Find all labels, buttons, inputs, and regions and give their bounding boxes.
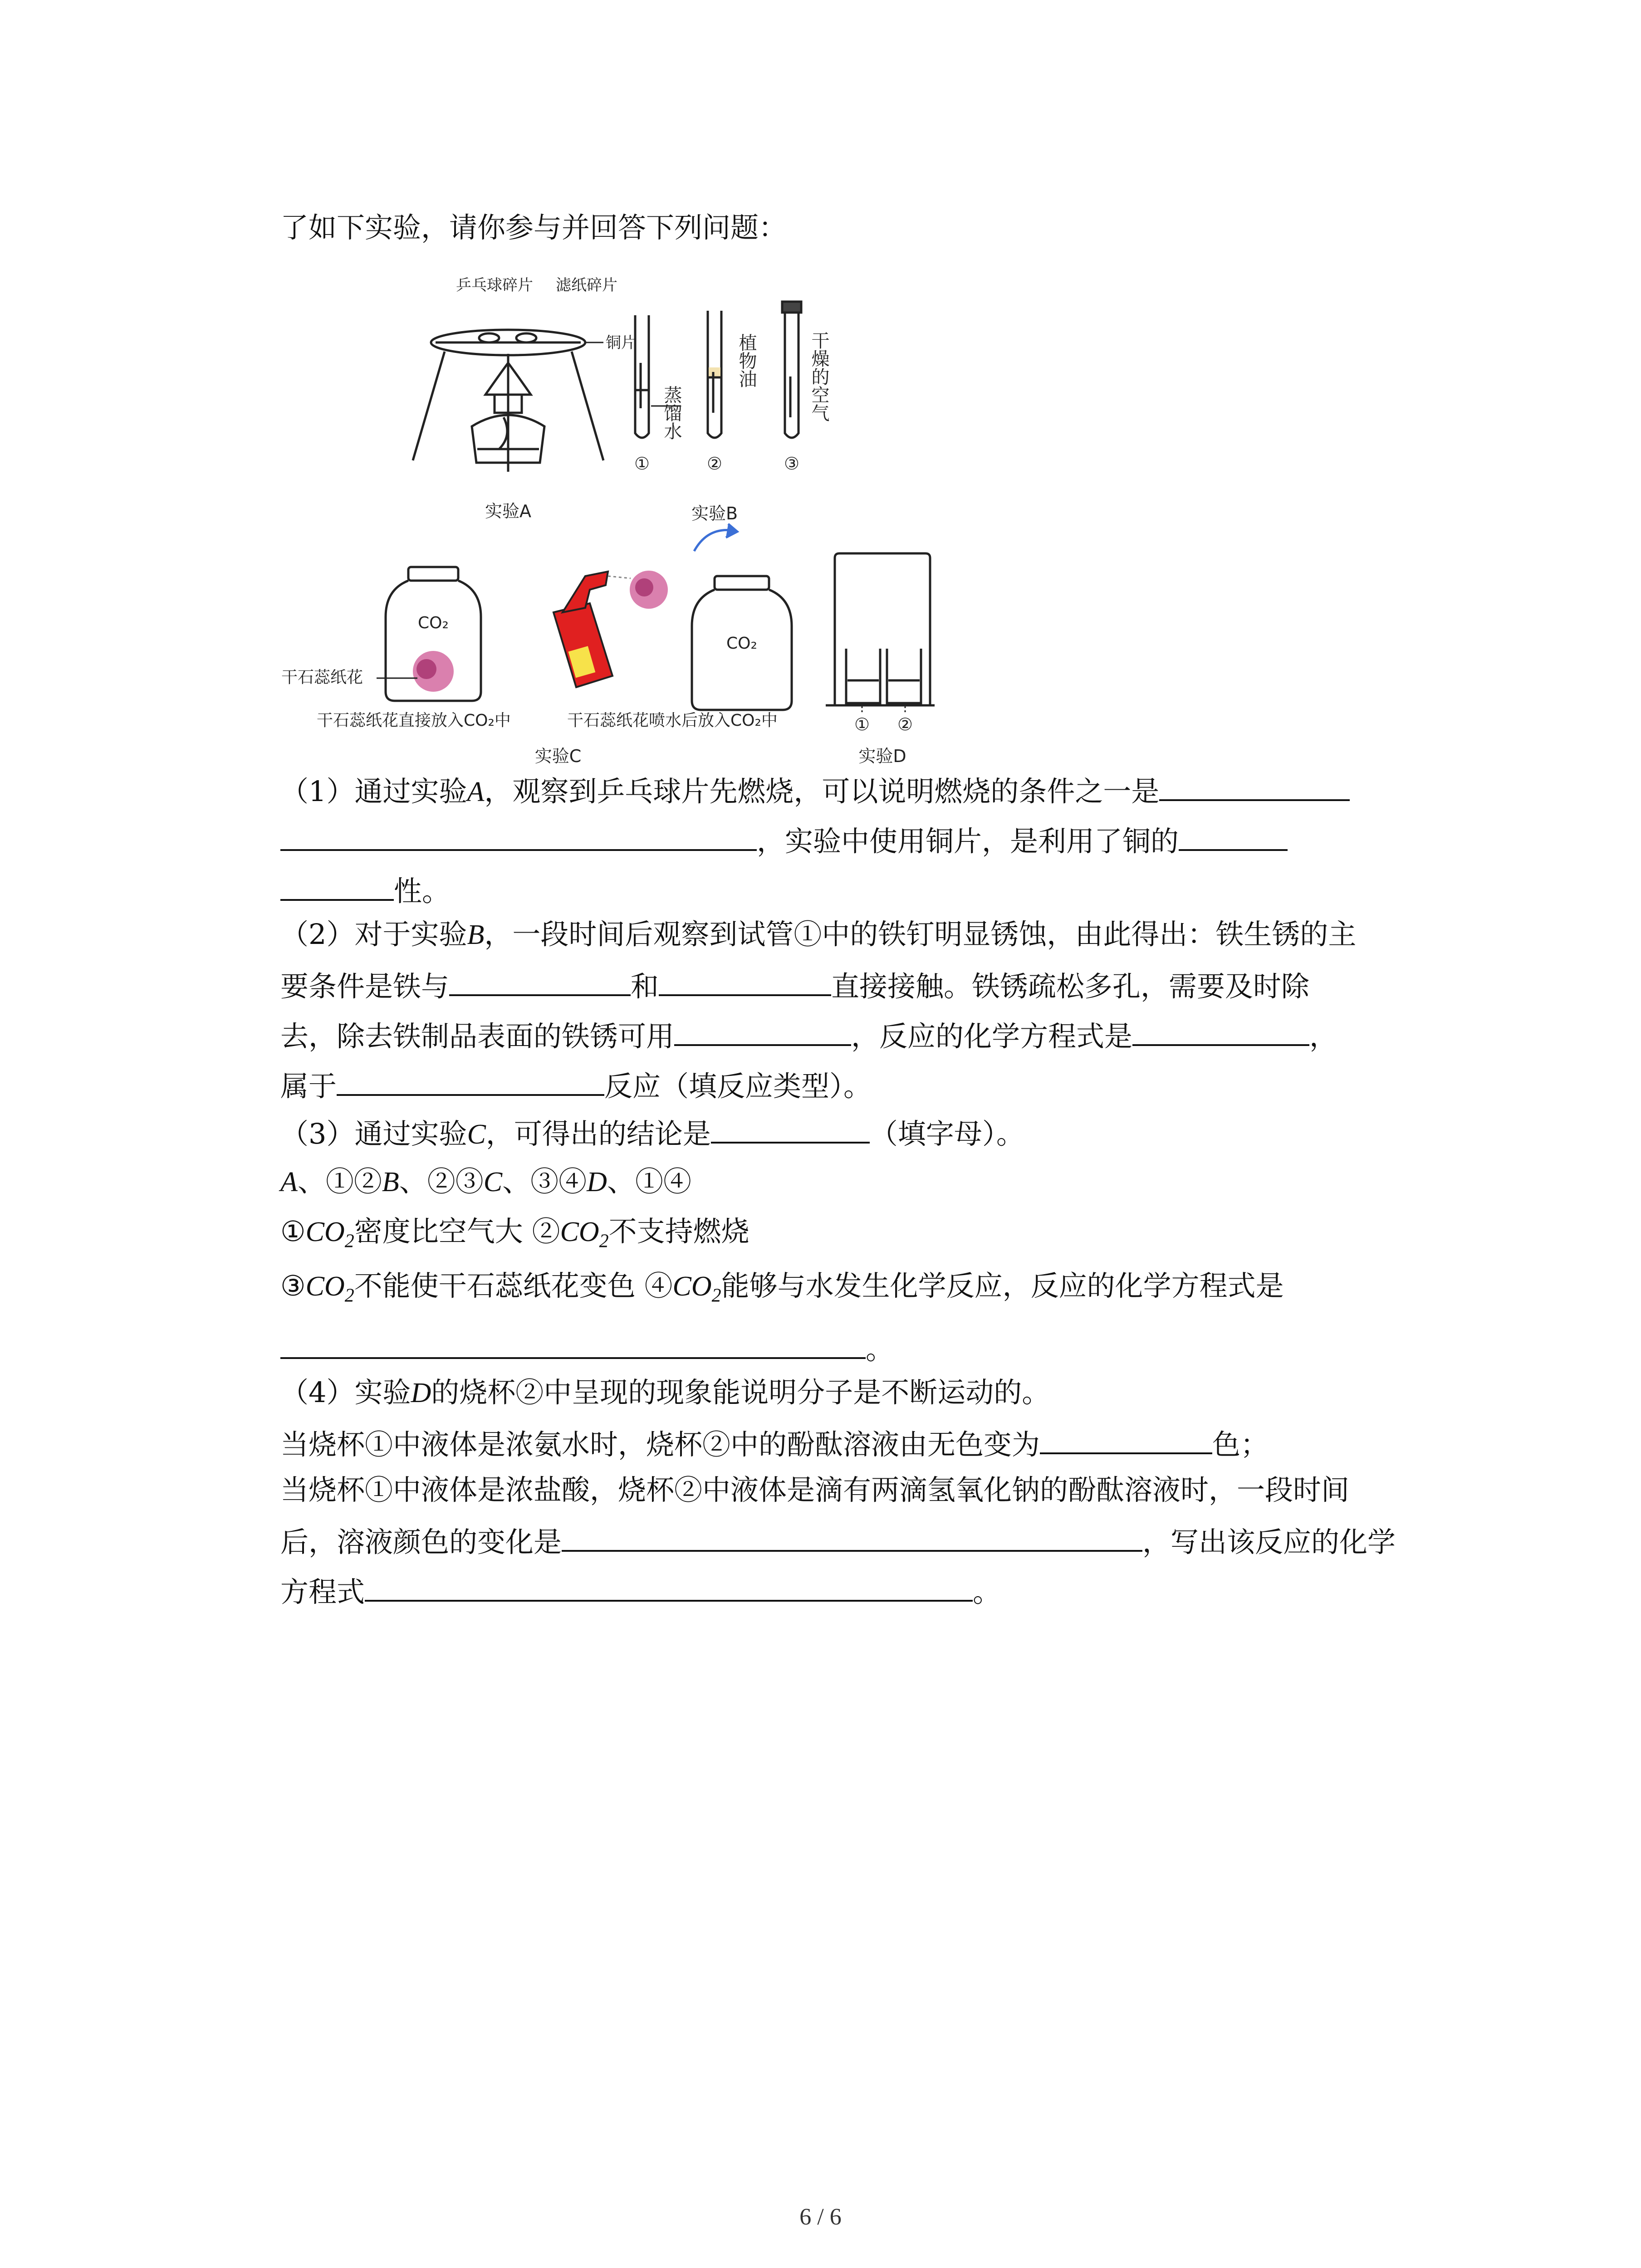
experiment-d-apparatus [826,553,935,705]
experiment-a-apparatus [413,330,603,472]
q3-options: A、①②B、②③C、③④D、①④ [280,1165,691,1198]
q3-statements-1: $①CO_2$密度比空气大 $②CO_2$不支持燃烧 [280,1215,749,1252]
q2-line-1: （2）对于实验B，一段时间后观察到试管①中的铁钉明显锈蚀，由此得出：铁生锈的主 [280,918,1357,951]
beaker-1-number: ① [854,714,870,734]
filterpaper-label: 滤纸碎片 [556,276,617,294]
q2-blank-reaction-type[interactable] [337,1066,604,1096]
q1-blank-condition-cont[interactable] [280,821,757,851]
q3-statements-2: $③CO_2$不能使干石蕊纸花变色 $④CO_2$能够与水发生化学反应，反应的化学方程式是 [280,1269,1284,1306]
q2-line-2: 要条件是铁与 和 直接接触。铁锈疏松多孔，需要及时除 [280,966,1309,1005]
q2-blank-substance-1[interactable] [449,966,631,996]
tube-1-number: ① [634,454,650,474]
q3-blank-answer[interactable] [711,1114,870,1144]
caption-direct: 干石蕊纸花直接放入CO₂中 [317,711,511,730]
copper-label: 铜片 [606,334,637,352]
q2-line-4: 属于 反应（填反应类型）。 [280,1066,872,1105]
q4-blank-color[interactable] [1040,1424,1212,1454]
rose-flower-right [630,571,668,609]
q1-blank-property[interactable] [1179,821,1288,851]
experiment-c-label: 实验C [534,746,582,766]
q3-blank-equation[interactable] [280,1329,866,1359]
q2-blank-remover[interactable] [674,1016,851,1046]
oil-label: 植物油 [736,333,757,388]
experiment-d-label: 实验D [858,746,906,766]
q1-blank-condition[interactable] [1159,771,1350,801]
q3-equation-line: 。 [280,1329,894,1368]
q1-line-3: 性。 [280,871,450,909]
q2-line-3: 去，除去铁制品表面的铁锈可用 ，反应的化学方程式是 ， [280,1016,1337,1055]
q3-line-1: （3）通过实验C，可得出的结论是 （填字母）。 [280,1114,1024,1153]
q2-blank-substance-2[interactable] [659,966,831,996]
q1-blank-property-cont[interactable] [280,871,394,901]
air-label: 干燥的空气 [808,331,829,422]
intro-text: 了如下实验，请你参与并回答下列问题： [280,211,787,244]
tube-3-number: ③ [784,454,800,474]
q4-blank-equation[interactable] [365,1572,973,1602]
co2-right-label: CO₂ [726,634,757,653]
page-number: 6 / 6 [799,2204,842,2230]
pingpong-label-1: 乒乓球碎片 [456,276,533,294]
q4-line-2: 当烧杯①中液体是浓氨水时，烧杯②中的酚酞溶液由无色变为 色； [280,1424,1269,1463]
q4-line-5: 方程式 。 [280,1572,1001,1610]
q4-line-3: 当烧杯①中液体是浓盐酸，烧杯②中液体是滴有两滴氢氧化钠的酚酞溶液时，一段时间 [280,1473,1350,1506]
tube-2-number: ② [706,454,723,474]
q4-blank-color-change[interactable] [562,1522,1142,1552]
experiment-a-label: 实验A [485,501,531,521]
beaker-2-number: ② [897,714,913,734]
caption-sprayed: 干石蕊纸花喷水后放入CO₂中 [567,711,778,730]
experiment-figure [272,259,935,776]
svg-text:蒸馏水: 蒸馏水 [661,386,682,440]
q1-line-1: （1）通过实验A，观察到乒乓球片先燃烧，可以说明燃烧的条件之一是 [280,771,1350,810]
spray-bottle [554,572,631,687]
q2-blank-equation[interactable] [1132,1016,1309,1046]
co2-left-label: CO₂ [418,614,449,632]
rose-flower-left [413,651,454,692]
q1-line-2: ，实验中使用铜片，是利用了铜的 [280,821,1288,860]
q4-line-1: （4）实验D的烧杯②中呈现的现象能说明分子是不断运动的。 [280,1376,1050,1409]
water-label [661,386,682,440]
q4-line-4: 后，溶液颜色的变化是 ，写出该反应的化学 [280,1522,1396,1560]
experiment-b-tubes [635,302,801,438]
experiment-b-label: 实验B [691,503,738,523]
flower-label: 干石蕊纸花 [281,668,363,687]
